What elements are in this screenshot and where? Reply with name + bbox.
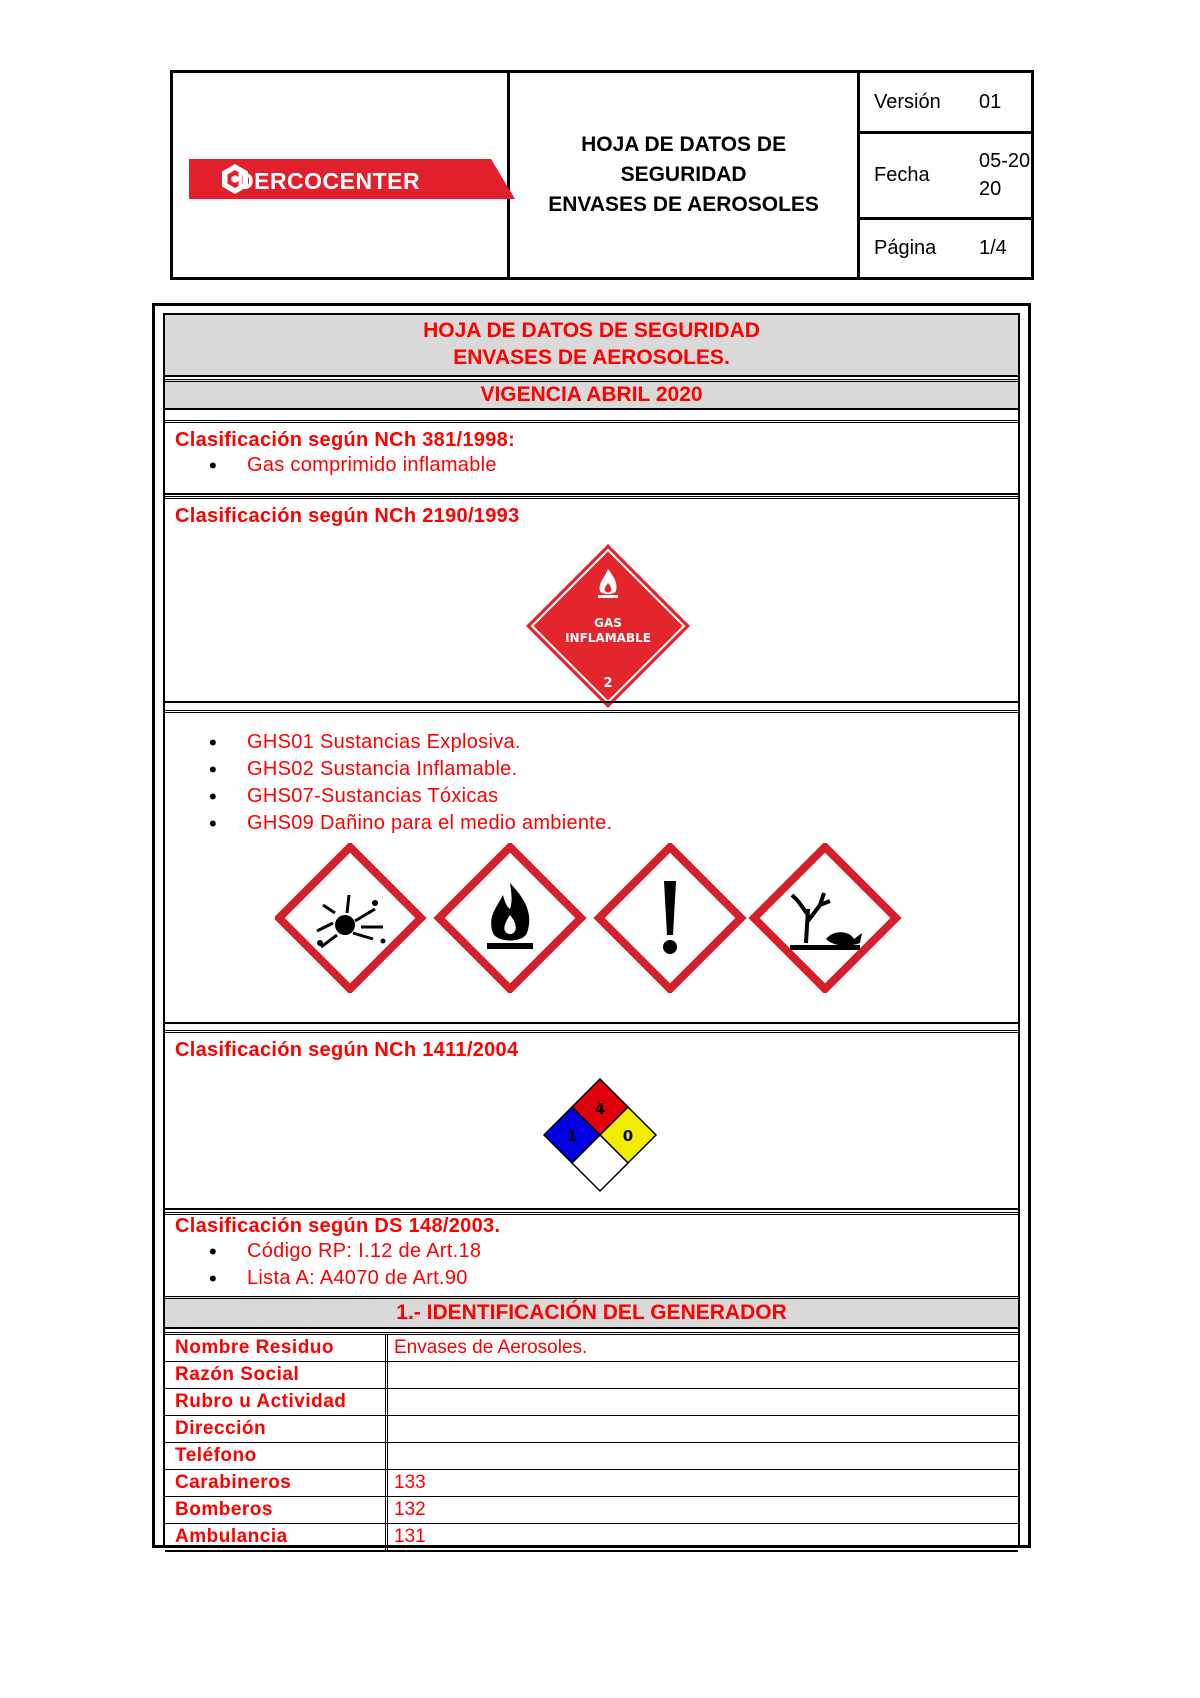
exclamation-icon — [599, 847, 741, 989]
row-value — [388, 1416, 1018, 1442]
header-title-line3: ENVASES DE AEROSOLES — [548, 193, 819, 216]
row-value: 131 — [394, 1526, 426, 1547]
generator-table — [165, 1332, 1018, 1552]
divider — [165, 1022, 1018, 1024]
row-key: Rubro u Actividad — [165, 1389, 388, 1415]
version-label: Versión — [874, 91, 941, 114]
nch1411-title: Clasificación según NCh 1411/2004 — [175, 1039, 519, 1061]
nch2190-title: Clasificación según NCh 2190/1993 — [175, 505, 520, 527]
meta-page-row — [860, 220, 1031, 277]
row-key: Teléfono — [165, 1443, 388, 1469]
sheet-title-line2: ENVASES DE AEROSOLES. — [453, 346, 730, 369]
divider — [165, 1208, 1018, 1210]
vigencia-band — [165, 379, 1018, 410]
header-title-line1: HOJA DE DATOS DE — [581, 133, 787, 156]
section1-title: 1.- IDENTIFICACIÓN DEL GENERADOR — [396, 1301, 787, 1324]
vigencia-text: VIGENCIA ABRIL 2020 — [480, 383, 703, 406]
sheet-title-line1: HOJA DE DATOS DE SEGURIDAD — [423, 319, 760, 342]
table-row — [165, 1416, 1018, 1443]
ghs-list — [165, 729, 1018, 837]
ds148-title: Clasificación según DS 148/2003. — [175, 1215, 501, 1237]
table-row — [165, 1524, 1018, 1552]
row-key: Bomberos — [165, 1497, 388, 1523]
divider — [165, 701, 1018, 703]
nch381-list — [165, 452, 1018, 479]
sheet-title-band — [165, 313, 1018, 377]
logo-text: DERCOCENTER — [237, 168, 421, 194]
safety-sheet-inner — [163, 313, 1020, 1545]
table-row — [165, 1443, 1018, 1470]
nfpa-diamond — [540, 1075, 660, 1195]
row-value: 132 — [394, 1499, 426, 1520]
nch381-title: Clasificación según NCh 381/1998: — [175, 429, 516, 451]
row-value: 133 — [394, 1472, 426, 1493]
ds148-list — [165, 1238, 1018, 1292]
table-row — [165, 1335, 1018, 1362]
list-item: • Gas comprimido inflamable — [247, 452, 1018, 479]
version-value: 01 — [979, 91, 1002, 114]
flame-icon — [439, 847, 581, 989]
nch381-section — [165, 420, 1018, 489]
page-label: Página — [874, 237, 937, 260]
ds148-section — [165, 1212, 1018, 1297]
row-key: Nombre Residuo — [165, 1335, 388, 1361]
ghs-pictograms — [275, 843, 915, 993]
divider — [165, 493, 1018, 495]
nfpa-reactivity-value: 0 — [622, 1127, 634, 1145]
safety-sheet — [152, 303, 1031, 1548]
list-item: • GHS01 Sustancias Explosiva. — [247, 729, 1018, 756]
row-key: Carabineros — [165, 1470, 388, 1496]
row-value — [388, 1443, 1018, 1469]
list-item: • GHS09 Dañino para el medio ambiente. — [247, 810, 1018, 837]
date-label: Fecha — [874, 164, 930, 187]
row-value: Envases de Aerosoles. — [394, 1337, 588, 1358]
meta-date-row — [860, 134, 1031, 220]
flammable-gas-placard — [523, 541, 693, 711]
header-title — [510, 73, 860, 277]
row-key: Ambulancia — [165, 1524, 388, 1550]
page-value: 1/4 — [979, 237, 1007, 260]
row-key: Razón Social — [165, 1362, 388, 1388]
table-row — [165, 1362, 1018, 1389]
list-item: • Lista A: A4070 de Art.90 — [247, 1265, 1018, 1292]
nfpa-health-value: 1 — [566, 1127, 578, 1145]
table-row — [165, 1497, 1018, 1524]
table-row — [165, 1470, 1018, 1497]
date-value: 05-2020 — [979, 150, 1031, 201]
environment-icon — [754, 847, 896, 989]
section1-band — [165, 1296, 1018, 1329]
header-title-line2: SEGURIDAD — [620, 163, 747, 186]
explosive-icon — [279, 847, 421, 989]
list-item: • GHS02 Sustancia Inflamable. — [247, 756, 1018, 783]
list-item: • Código RP: I.12 de Art.18 — [247, 1238, 1018, 1265]
ghs-section — [165, 710, 1018, 1013]
nfpa-flammability-value: 4 — [594, 1100, 606, 1118]
placard-text-line1: GAS — [594, 616, 622, 630]
header-meta — [860, 73, 1031, 277]
logo-cell — [173, 73, 510, 277]
meta-version-row — [860, 73, 1031, 134]
nch2190-section — [165, 496, 1018, 699]
row-value — [388, 1362, 1018, 1388]
list-item: • GHS07-Sustancias Tóxicas — [247, 783, 1018, 810]
row-value — [388, 1389, 1018, 1415]
table-row — [165, 1389, 1018, 1416]
document-header — [170, 70, 1034, 280]
nch1411-section — [165, 1030, 1018, 1209]
placard-class-number: 2 — [603, 676, 613, 691]
placard-text-line2: INFLAMABLE — [565, 631, 651, 645]
row-key: Dirección — [165, 1416, 388, 1442]
